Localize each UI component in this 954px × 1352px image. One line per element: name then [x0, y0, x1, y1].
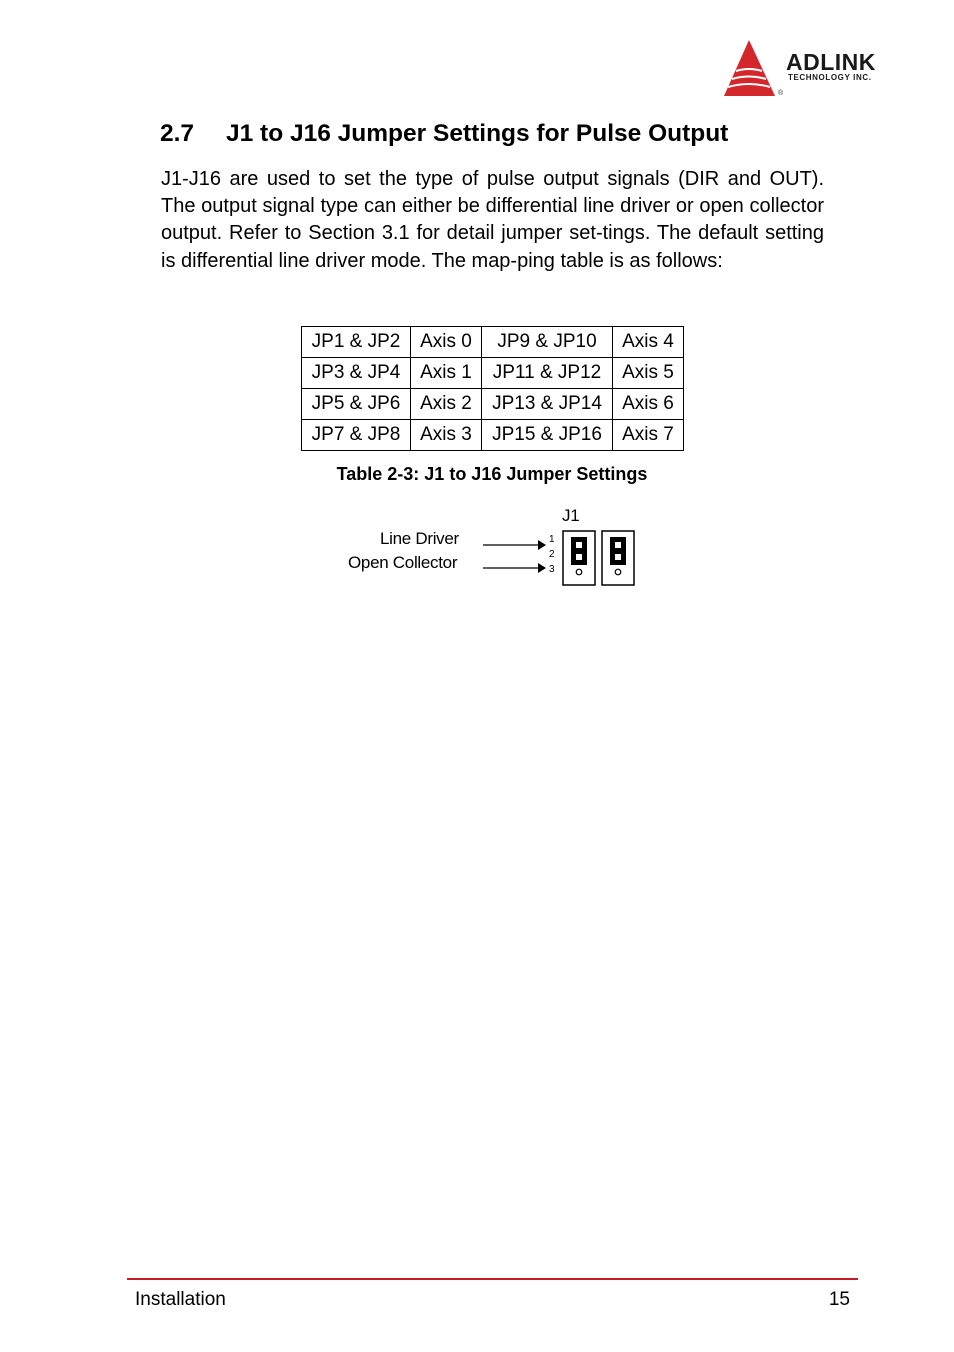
line-driver-arrow — [483, 540, 546, 550]
table-cell: JP11 & JP12 — [482, 358, 613, 389]
table-cell: JP15 & JP16 — [482, 420, 613, 451]
pin-3-label: 3 — [549, 564, 555, 575]
table-row — [302, 358, 684, 389]
table-cell: Axis 4 — [613, 327, 684, 358]
footer-rule — [127, 1278, 858, 1280]
pin-1-label: 1 — [549, 534, 555, 545]
table-cell: Axis 2 — [411, 389, 482, 420]
table-cell: Axis 7 — [613, 420, 684, 451]
table-cell: JP13 & JP14 — [482, 389, 613, 420]
table-cell: JP5 & JP6 — [302, 389, 411, 420]
line-driver-label: Line Driver — [380, 529, 459, 548]
section-title: J1 to J16 Jumper Settings for Pulse Output — [226, 120, 729, 147]
table-cell: JP3 & JP4 — [302, 358, 411, 389]
jumper-block-left — [563, 531, 595, 585]
jumper-label: J1 — [562, 506, 580, 525]
table-cell: Axis 6 — [613, 389, 684, 420]
open-collector-arrow — [483, 563, 546, 573]
logo-subtitle: TECHNOLOGY INC. — [788, 73, 872, 82]
jumper-mapping-table — [301, 326, 684, 451]
pin-2-label: 2 — [549, 549, 555, 560]
section-paragraph: J1-J16 are used to set the type of pulse output signals (DIR and OUT). The output signal type can either be differential line driver or open collector output. Refer to Section 3.1 for detail jumper set-tings. The default setting is differential line driver mode. The map-ping table is as follows: — [161, 168, 824, 272]
table-cell: JP1 & JP2 — [302, 327, 411, 358]
registered-mark: ® — [778, 90, 784, 97]
table-cell: Axis 0 — [411, 327, 482, 358]
open-collector-label: Open Collector — [348, 553, 458, 572]
table-cell: Axis 5 — [613, 358, 684, 389]
section-number: 2.7 — [160, 120, 195, 147]
table-cell: Axis 3 — [411, 420, 482, 451]
footer-chapter: Installation — [135, 1289, 226, 1310]
table-cell: Axis 1 — [411, 358, 482, 389]
table-cell: JP7 & JP8 — [302, 420, 411, 451]
section-heading — [160, 120, 728, 148]
adlink-triangle-icon — [722, 38, 782, 100]
table-caption: Table 2-3: J1 to J16 Jumper Settings — [336, 464, 648, 484]
jumper-diagram — [340, 505, 650, 595]
table-cell: JP9 & JP10 — [482, 327, 613, 358]
adlink-logo — [722, 38, 912, 102]
logo-name: ADLINK — [786, 49, 876, 75]
footer-page-number: 15 — [828, 1289, 850, 1310]
table-row — [302, 389, 684, 420]
table-row — [302, 420, 684, 451]
table-row — [302, 327, 684, 358]
jumper-block-right — [602, 531, 634, 585]
